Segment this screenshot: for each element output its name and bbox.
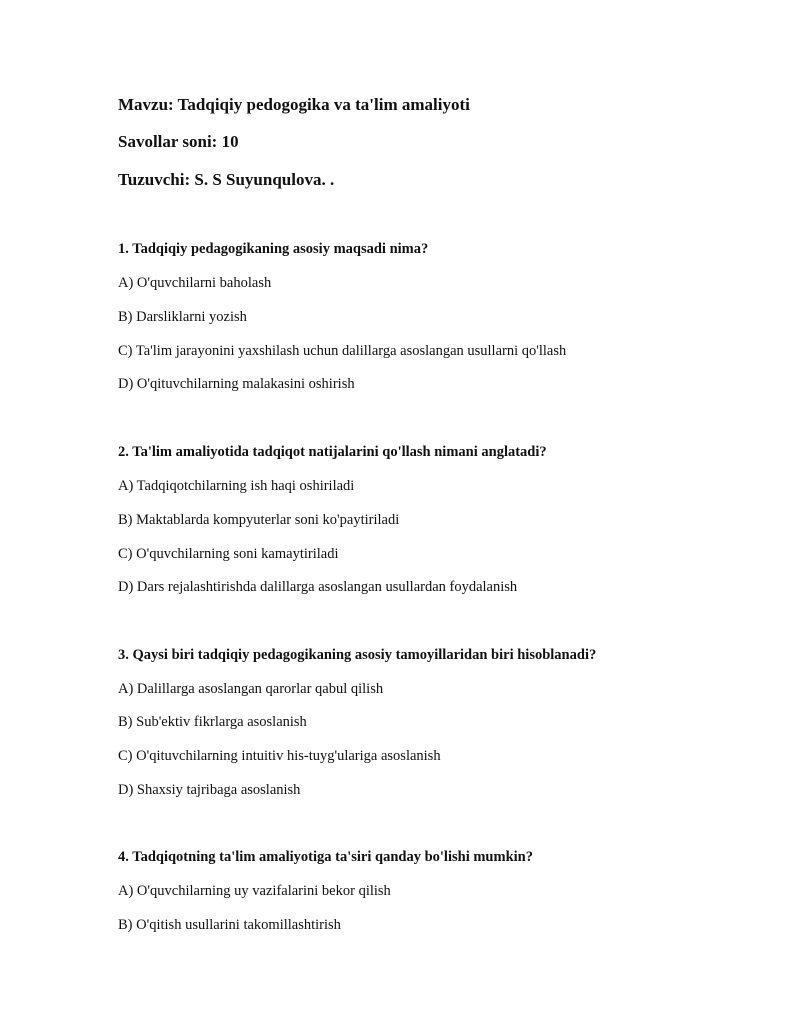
- question-3-option-b: B) Sub'ektiv fikrlarga asoslanish: [118, 714, 307, 730]
- topic-heading: Mavzu: Tadqiqiy pedogogika va ta'lim amaliyoti: [118, 95, 470, 114]
- question-2-option-b: B) Maktablarda kompyuterlar soni ko'paytiriladi: [118, 512, 400, 528]
- question-3-option-d: D) Shaxsiy tajribaga asoslanish: [118, 782, 301, 798]
- question-3-option-a: A) Dalillarga asoslangan qarorlar qabul qilish: [118, 681, 384, 697]
- question-1-option-a: A) O'quvchilarni baholash: [118, 275, 272, 291]
- question-2-option-a: A) Tadqiqotchilarning ish haqi oshiriladi: [118, 478, 355, 494]
- question-3-title: 3. Qaysi biri tadqiqiy pedagogikaning asosiy tamoyillaridan biri hisoblanadi?: [118, 647, 597, 663]
- question-2-title: 2. Ta'lim amaliyotida tadqiqot natijalarini qo'llash nimani anglatadi?: [118, 444, 547, 460]
- question-4-option-b: B) O'qitish usullarini takomillashtirish: [118, 917, 341, 933]
- question-2-option-c: C) O'quvchilarning soni kamaytiriladi: [118, 546, 339, 562]
- question-3-option-c: C) O'qituvchilarning intuitiv his-tuyg'ulariga asoslanish: [118, 748, 441, 764]
- question-2-option-d: D) Dars rejalashtirishda dalillarga asoslangan usullardan foydalanish: [118, 579, 518, 595]
- question-1-option-b: B) Darsliklarni yozish: [118, 309, 247, 325]
- question-1-title: 1. Tadqiqiy pedagogikaning asosiy maqsadi nima?: [118, 241, 429, 257]
- question-1-option-d: D) O'qituvchilarning malakasini oshirish: [118, 376, 355, 392]
- question-4-option-a: A) O'quvchilarning uy vazifalarini bekor qilish: [118, 883, 391, 899]
- question-count-heading: Savollar soni: 10: [118, 132, 239, 151]
- author-heading: Tuzuvchi: S. S Suyunqulova. .: [118, 170, 335, 189]
- question-4-title: 4. Tadqiqotning ta'lim amaliyotiga ta'siri qanday bo'lishi mumkin?: [118, 849, 533, 865]
- question-1-option-c: C) Ta'lim jarayonini yaxshilash uchun dalillarga asoslangan usullarni qo'llash: [118, 343, 567, 359]
